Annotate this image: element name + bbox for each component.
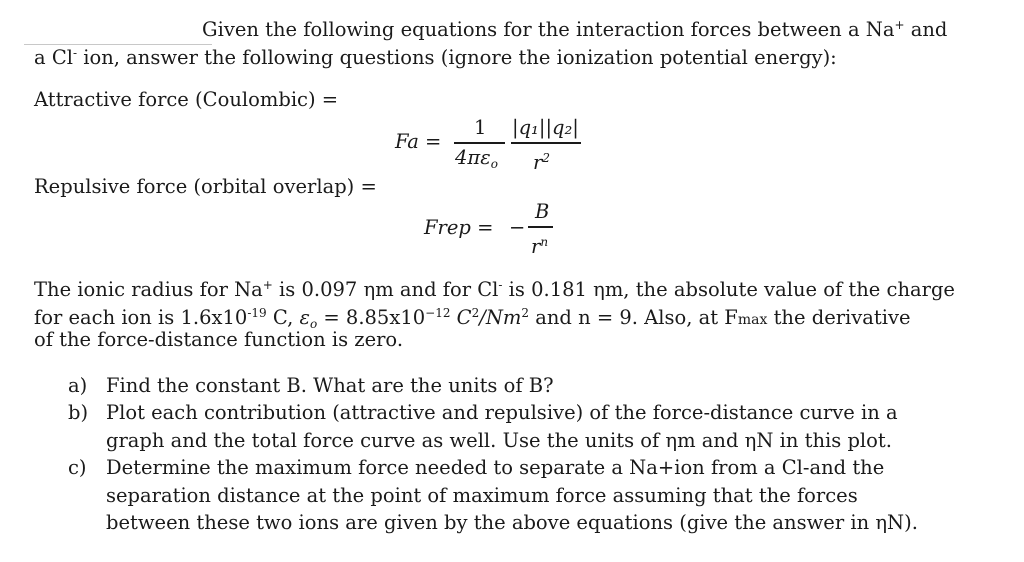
repulsive-label: Repulsive force (orbital overlap) = bbox=[34, 175, 377, 198]
fa-fraction-bar-1 bbox=[454, 142, 505, 144]
frep-minus: − bbox=[509, 216, 526, 239]
paragraph-line-1: The ionic radius for Na+ is 0.097 ηm and for Cl- is 0.181 ηm, the absolute value of the charge bbox=[34, 278, 955, 301]
paragraph-line-2: for each ion is $1.6x10^{-19}$ C, $\varepsilon_o = 8.85x10^{-12}$ $C^2/Nm^2$ and n = 9. Also, at Fmax the derivative bbox=[34, 306, 911, 331]
question-b-label: b) bbox=[68, 401, 89, 424]
question-c-label: c) bbox=[68, 456, 87, 479]
fa-fraction-bar-2 bbox=[511, 142, 581, 144]
frep-lhs: Frep = bbox=[424, 216, 494, 239]
question-b-text: Plot each contribution (attractive and repulsive) of the force-distance curve in a graph and the total force curve as well. Use the units of ηm and ηN in this plot. bbox=[106, 401, 898, 452]
fa-num-2: |q₁||q₂| bbox=[512, 116, 579, 139]
frep-den: $r^n$ bbox=[531, 235, 549, 258]
question-a-label: a) bbox=[68, 374, 88, 397]
question-c-text: Determine the maximum force needed to separate a Na+ion from a Cl-and the separation distance at the point of maximum force assuming that the forces between these two ions are given by the above equations (give the answer in ηN). bbox=[106, 456, 918, 534]
intro-line-2: a Cl- ion, answer the following questions (ignore the ionization potential energy): bbox=[34, 46, 837, 69]
frep-fraction-bar bbox=[528, 226, 553, 228]
attractive-label: Attractive force (Coulombic) = bbox=[34, 88, 339, 111]
intro-line-1: Given the following equations for the interaction forces between a Na+ and bbox=[202, 18, 948, 41]
question-a-text: Find the constant B. What are the units of B? bbox=[106, 374, 554, 397]
fa-den-2: $r^2$ bbox=[533, 151, 550, 174]
fa-num-1: 1 bbox=[474, 116, 487, 139]
fa-den-1: $4\pi\varepsilon_o$ bbox=[455, 146, 498, 171]
paragraph-line-3: of the force-distance function is zero. bbox=[34, 328, 404, 351]
fa-lhs: Fa = bbox=[395, 130, 442, 153]
frep-num: B bbox=[535, 200, 550, 223]
